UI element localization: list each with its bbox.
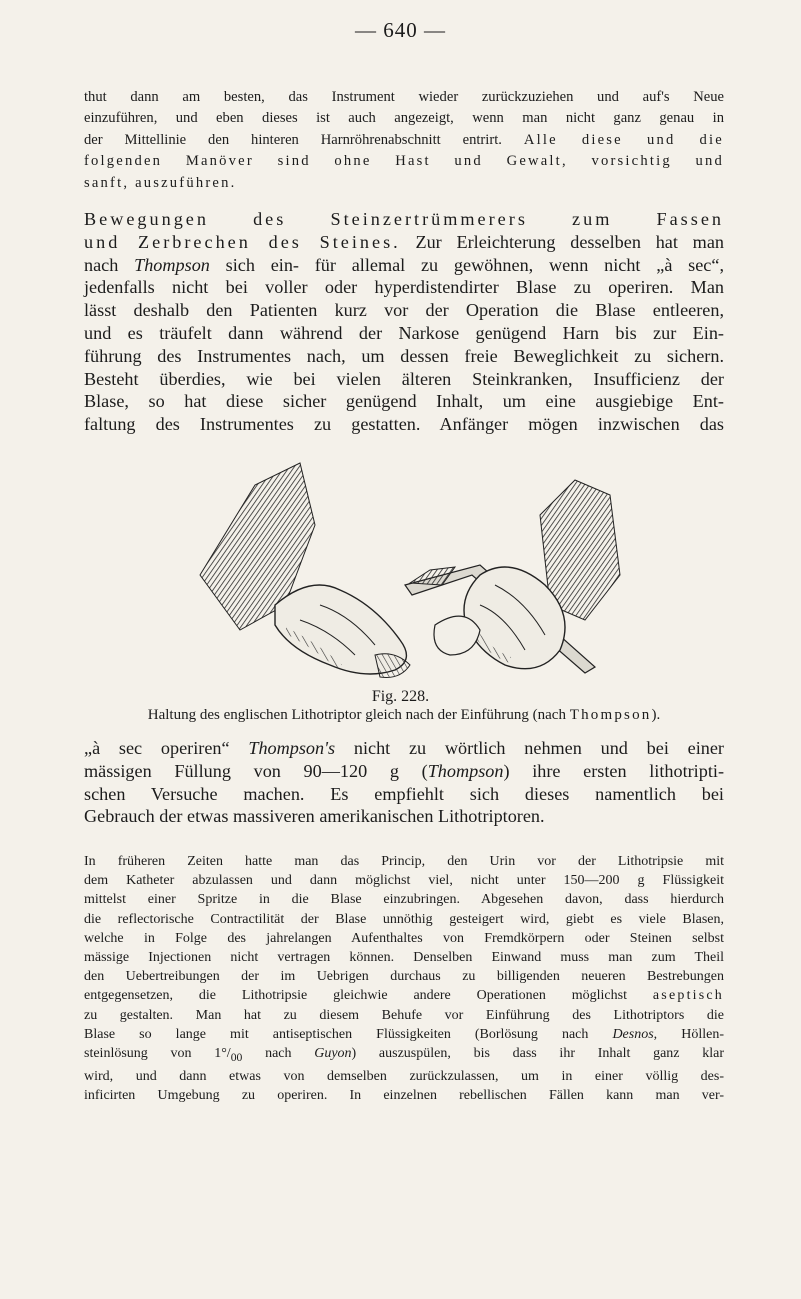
text-line: den Uebertreibungen der im Uebrigen durchaus zu billigenden neueren Bestrebungen <box>84 969 724 985</box>
text-line: schen Versuche machen. Es empfiehlt sich dieses namentlich bei <box>84 783 724 804</box>
caption-text: ). <box>651 707 661 723</box>
text-run: nach <box>84 254 135 275</box>
text-line: lässt deshalb den Patienten kurz vor der Operation die Blase entleeren, <box>84 300 724 321</box>
text-run: nach <box>242 1046 315 1062</box>
text-run: sich ein- für allemal zu gewöhnen, wenn nicht „à sec“, <box>209 254 724 275</box>
text-line: inficirten Umgebung zu operiren. In einzelnen rebellischen Fällen kann man ver- <box>84 1088 724 1104</box>
text-run: „à sec operiren“ <box>84 738 249 758</box>
text-run: nicht zu wörtlich nehmen und bei einer <box>335 738 724 758</box>
text-run: ) ihre ersten lithotripti- <box>503 760 724 781</box>
text-line: Besteht überdies, wie bei vielen älteren Steinkranken, Insufficienz der <box>84 368 724 389</box>
permille-subscript: 00 <box>230 1050 243 1064</box>
text-line: Gebrauch der etwas massiveren amerikanischen Lithotriptoren. <box>84 806 545 827</box>
text-line: einzuführen, und eben dieses ist auch angezeigt, wenn man nicht ganz genau in <box>84 110 724 127</box>
text-run: ) auszuspülen, bis dass ihr Inhalt ganz klar <box>351 1046 724 1062</box>
text-line <box>84 1044 724 1067</box>
paragraph-2 <box>84 208 724 436</box>
text-line <box>84 254 724 277</box>
text-line: wird, und dann etwas von demselben zurückzulassen, um in einer völlig des- <box>84 1069 724 1085</box>
author-name: Thompson <box>569 707 652 723</box>
figure-label: Fig. 228. <box>371 688 430 705</box>
figure-caption <box>84 707 724 724</box>
paragraph-3 <box>84 737 724 828</box>
text-line <box>84 986 724 1005</box>
text-run: Blase so lange mit antiseptischen Flüssigkeiten (Borlösung nach <box>84 1026 613 1042</box>
text-line: führung des Instrumentes nach, um dessen freie Beweglichkeit zu sichern. <box>84 345 724 366</box>
author-name: Thompson <box>427 760 504 781</box>
text-line: Blase, so hat diese sicher genügend Inhalt, um eine ausgiebige Ent- <box>84 391 724 412</box>
page-number: — 640 — <box>355 18 446 42</box>
paragraph-4-small-print <box>84 852 724 1105</box>
author-name: Thompson's <box>248 738 336 758</box>
text-line: und es träufelt dann während der Narkose genügend Harn bis zur Ein- <box>84 322 724 343</box>
text-line <box>84 130 724 151</box>
caption-text: Haltung des englischen Lithotriptor gleich nach der Einführung (nach <box>147 707 570 723</box>
text-line: die reflectorische Contractilität der Blase unnöthig gesteigert wird, giebt es viele Blasen, <box>84 911 724 927</box>
author-name: Desnos <box>612 1026 654 1042</box>
text-run: Zur Erleichterung desselben hat man <box>400 231 724 252</box>
text-line: zu gestalten. Man hat zu diesem Behufe vor Einführung des Lithotriptors die <box>84 1007 724 1023</box>
text-run: mässigen Füllung von 90—120 g ( <box>84 760 428 781</box>
text-line <box>84 760 724 783</box>
text-line: In früheren Zeiten hatte man das Princip, den Urin vor der Lithotripsie mit <box>84 854 724 869</box>
spaced-emphasis-line: folgenden Manöver sind ohne Hast und Gewalt, vorsichtig und <box>84 153 724 170</box>
text-line <box>84 231 724 254</box>
text-line: thut dann am besten, das Instrument wieder zurückzuziehen und auf's Neue <box>84 89 724 105</box>
spaced-emphasis-line: sanft, auszuführen. <box>84 174 237 191</box>
section-heading: und Zerbrechen des Steines. <box>84 231 401 252</box>
section-heading: Bewegungen des Steinzertrümmerers zum Fassen <box>84 209 724 229</box>
text-run: der Mittellinie den hinteren Harnröhrenabschnitt entrirt. <box>84 131 502 148</box>
spaced-emphasis: Alle diese und die <box>523 131 724 148</box>
paragraph-1 <box>84 87 724 194</box>
text-line: jedenfalls nicht bei voller oder hyperdistendirter Blase zu operiren. Man <box>84 277 724 298</box>
text-run: steinlösung von 1°/ <box>84 1046 231 1062</box>
text-line <box>84 1025 724 1044</box>
text-line: faltung des Instrumentes zu gestatten. Anfänger mögen inzwischen das <box>84 414 724 435</box>
text-line <box>84 737 724 760</box>
text-line: dem Katheter abzulassen und dann möglichst viel, nicht unter 150—200 g Flüssigkeit <box>84 873 724 889</box>
text-run: , Höllen- <box>653 1026 724 1042</box>
author-name: Guyon <box>314 1046 352 1062</box>
author-name: Thompson <box>134 254 210 275</box>
text-line: welche in Folge des jahrelangen Aufenthaltes von Fremdkörpern oder Steinen selbst <box>84 930 724 946</box>
text-line: mässige Injectionen nicht vertragen können. Denselben Einwand muss man zum Theil <box>84 950 724 966</box>
lithotriptor-hands-illustration <box>180 455 650 687</box>
text-line: mittelst einer Spritze in die Blase einzubringen. Abgesehen davon, dass hierdurch <box>84 892 724 908</box>
text-run: entgegensetzen, die Lithotripsie gleichwie andere Operationen möglichst <box>84 988 627 1004</box>
spaced-emphasis: aseptisch <box>652 988 725 1004</box>
